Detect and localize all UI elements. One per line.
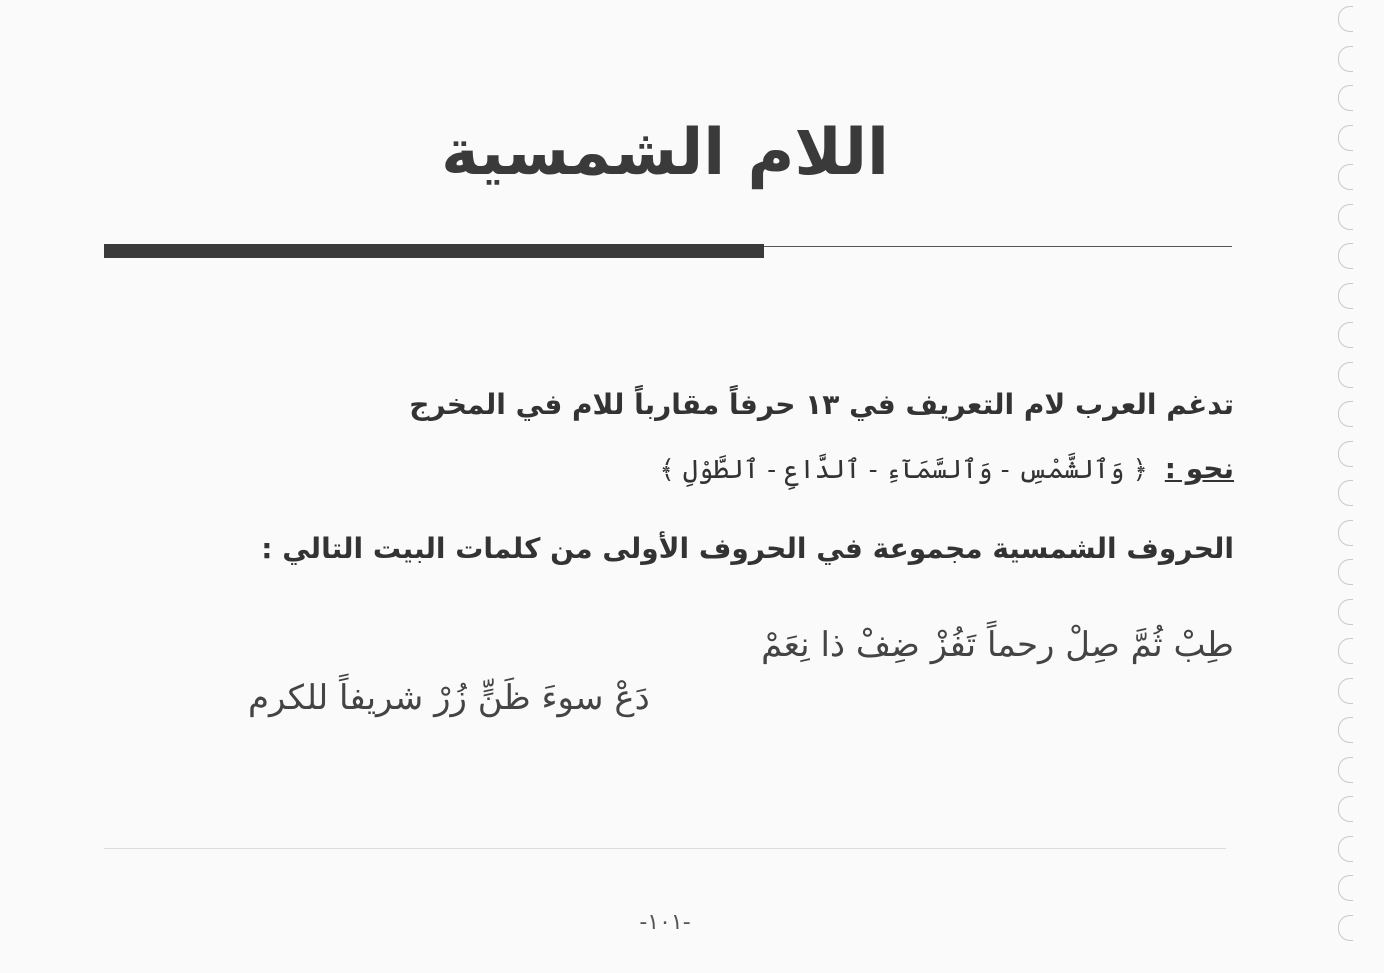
page-number: -١٠١- [639, 910, 691, 935]
binder-holes [1334, 0, 1354, 973]
verse-line-1: طِبْ ثُمَّ صِلْ رحماً تَفُزْ ضِفْ ذا نِعَمْ [761, 625, 1234, 665]
binder-hole [1338, 46, 1353, 72]
footer-divider [104, 848, 1226, 849]
binder-hole [1338, 6, 1353, 32]
binder-hole [1338, 125, 1353, 151]
binder-hole [1338, 164, 1353, 190]
binder-hole [1338, 717, 1353, 743]
binder-hole [1338, 559, 1353, 585]
binder-hole [1338, 678, 1353, 704]
binder-hole [1338, 836, 1353, 862]
binder-hole [1338, 204, 1353, 230]
binder-hole [1338, 638, 1353, 664]
binder-hole [1338, 915, 1353, 941]
intro-paragraph: تدغم العرب لام التعريف في ١٣ حرفاً مقارباً للام في المخرج [409, 388, 1234, 421]
verse-line-2: دَعْ سوءَ ظَنٍّ زُرْ شريفاً للكرم [248, 678, 650, 718]
binder-hole [1338, 520, 1353, 546]
binder-hole [1338, 599, 1353, 625]
title-underline-thin [764, 246, 1232, 247]
binder-hole [1338, 85, 1353, 111]
example-label: نحو : [1164, 452, 1234, 485]
example-words: ﴿ وَٱلشَّمْسِ - وَٱلسَّمَآءِ - ٱلدَّاعِ - ٱلطَّوْلِ ﴾ [659, 455, 1148, 485]
binder-hole [1338, 796, 1353, 822]
binder-hole [1338, 480, 1353, 506]
binder-hole [1338, 322, 1353, 348]
binder-hole [1338, 441, 1353, 467]
example-line [659, 452, 1234, 485]
binder-hole [1338, 362, 1353, 388]
binder-hole [1338, 875, 1353, 901]
binder-hole [1338, 243, 1353, 269]
letters-intro: الحروف الشمسية مجموعة في الحروف الأولى من كلمات البيت التالي : [261, 532, 1234, 565]
binder-hole [1338, 401, 1353, 427]
binder-hole [1338, 283, 1353, 309]
binder-hole [1338, 757, 1353, 783]
page-title: اللام الشمسية [441, 116, 889, 190]
title-underline-thick [104, 244, 764, 258]
